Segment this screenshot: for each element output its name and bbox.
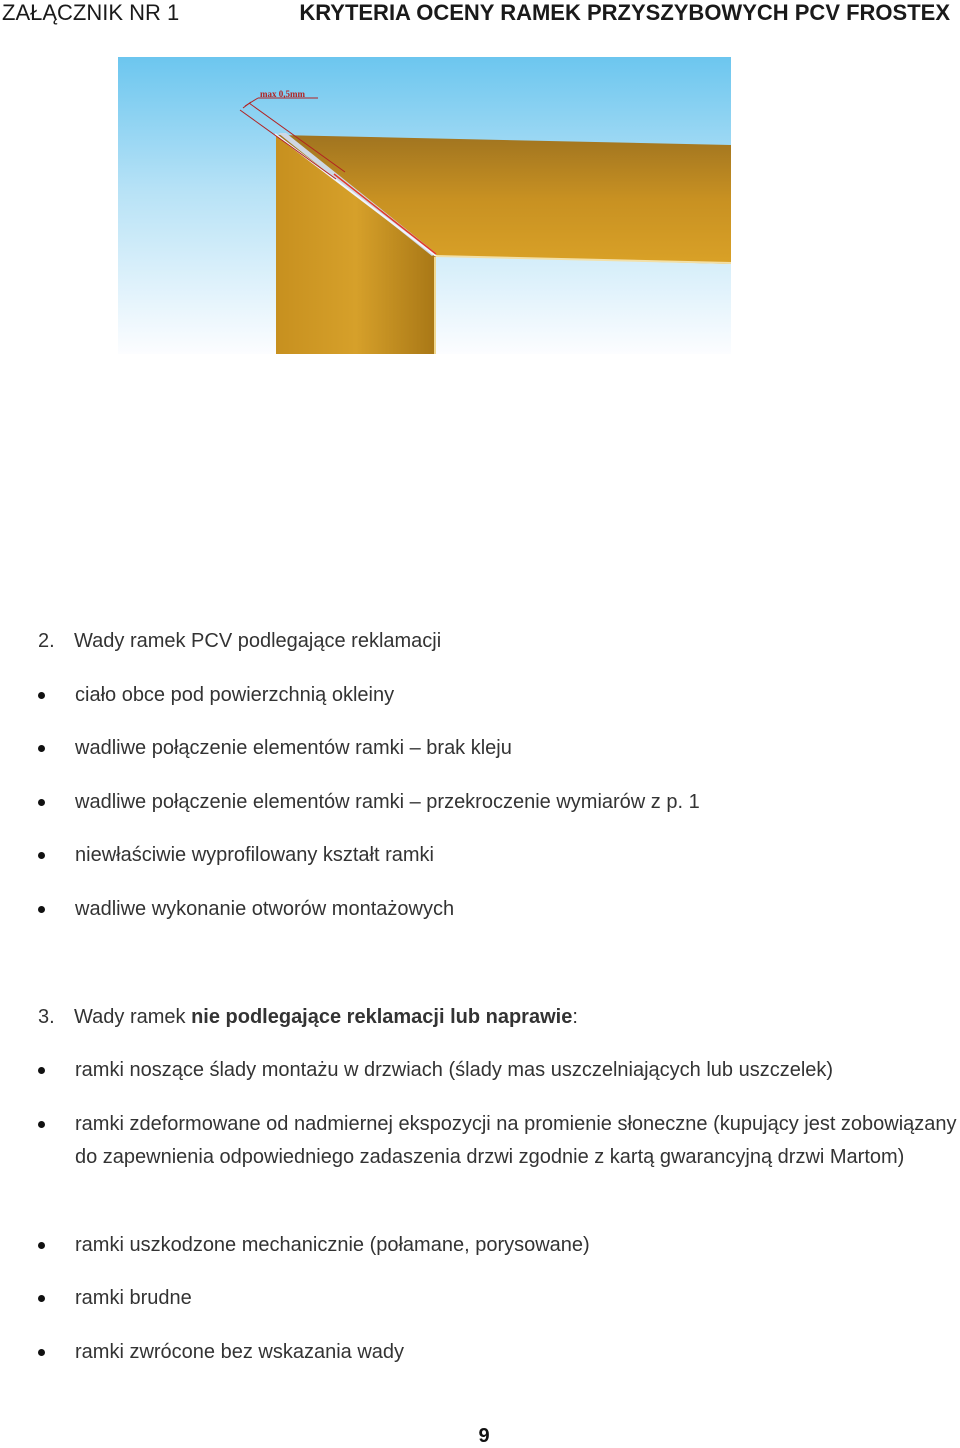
- list-item: ramki noszące ślady montażu w drzwiach (ślady mas uszczelniających lub uszczelek): [38, 1054, 960, 1087]
- section-2-number: 2.: [38, 630, 55, 652]
- bullet-icon: [38, 1349, 45, 1356]
- list-item: ramki zdeformowane od nadmiernej ekspozycji na promienie słoneczne (kupujący jest zobowiązany do zapewnienia odpowiedniego zadaszenia drzwi zgodnie z kartą gwarancyjną drzwi Martom): [38, 1108, 960, 1174]
- section-2-heading: [38, 629, 441, 653]
- list-item: niewłaściwie wyprofilowany kształt ramki: [38, 839, 960, 872]
- bullet-icon: [38, 1295, 45, 1302]
- attachment-label: ZAŁĄCZNIK NR 1: [2, 0, 180, 25]
- frame-corner-illustration: [118, 57, 731, 354]
- section-3-title-post: :: [572, 1006, 578, 1028]
- bullet-icon: [38, 745, 45, 752]
- measurement-label: max 0,5mm: [260, 89, 305, 99]
- section-3-title-pre: Wady ramek: [74, 1006, 192, 1028]
- page-number: 9: [478, 1425, 490, 1447]
- section-2-title: Wady ramek PCV podlegające reklamacji: [74, 630, 442, 652]
- bullet-icon: [38, 1067, 45, 1074]
- list-item: wadliwe wykonanie otworów montażowych: [38, 893, 960, 926]
- bullet-icon: [38, 906, 45, 913]
- document-title: KRYTERIA OCENY RAMEK PRZYSZYBOWYCH PCV FROSTEX: [299, 0, 950, 25]
- bullet-icon: [38, 799, 45, 806]
- bullet-icon: [38, 1242, 45, 1249]
- list-item: wadliwe połączenie elementów ramki – przekroczenie wymiarów z p. 1: [38, 786, 960, 819]
- list-item: wadliwe połączenie elementów ramki – brak kleju: [38, 732, 960, 765]
- list-item: ramki zwrócone bez wskazania wady: [38, 1336, 960, 1369]
- section-3-title-bold: nie podlegające reklamacji lub naprawie: [191, 1006, 573, 1028]
- bullet-icon: [38, 692, 45, 699]
- section-3-heading: [38, 1005, 578, 1029]
- list-item: ciało obce pod powierzchnią okleiny: [38, 679, 960, 712]
- list-item: ramki uszkodzone mechanicznie (połamane, porysowane): [38, 1229, 960, 1262]
- bullet-icon: [38, 1121, 45, 1128]
- list-item: ramki brudne: [38, 1282, 960, 1315]
- bullet-icon: [38, 852, 45, 859]
- section-3-number: 3.: [38, 1006, 55, 1028]
